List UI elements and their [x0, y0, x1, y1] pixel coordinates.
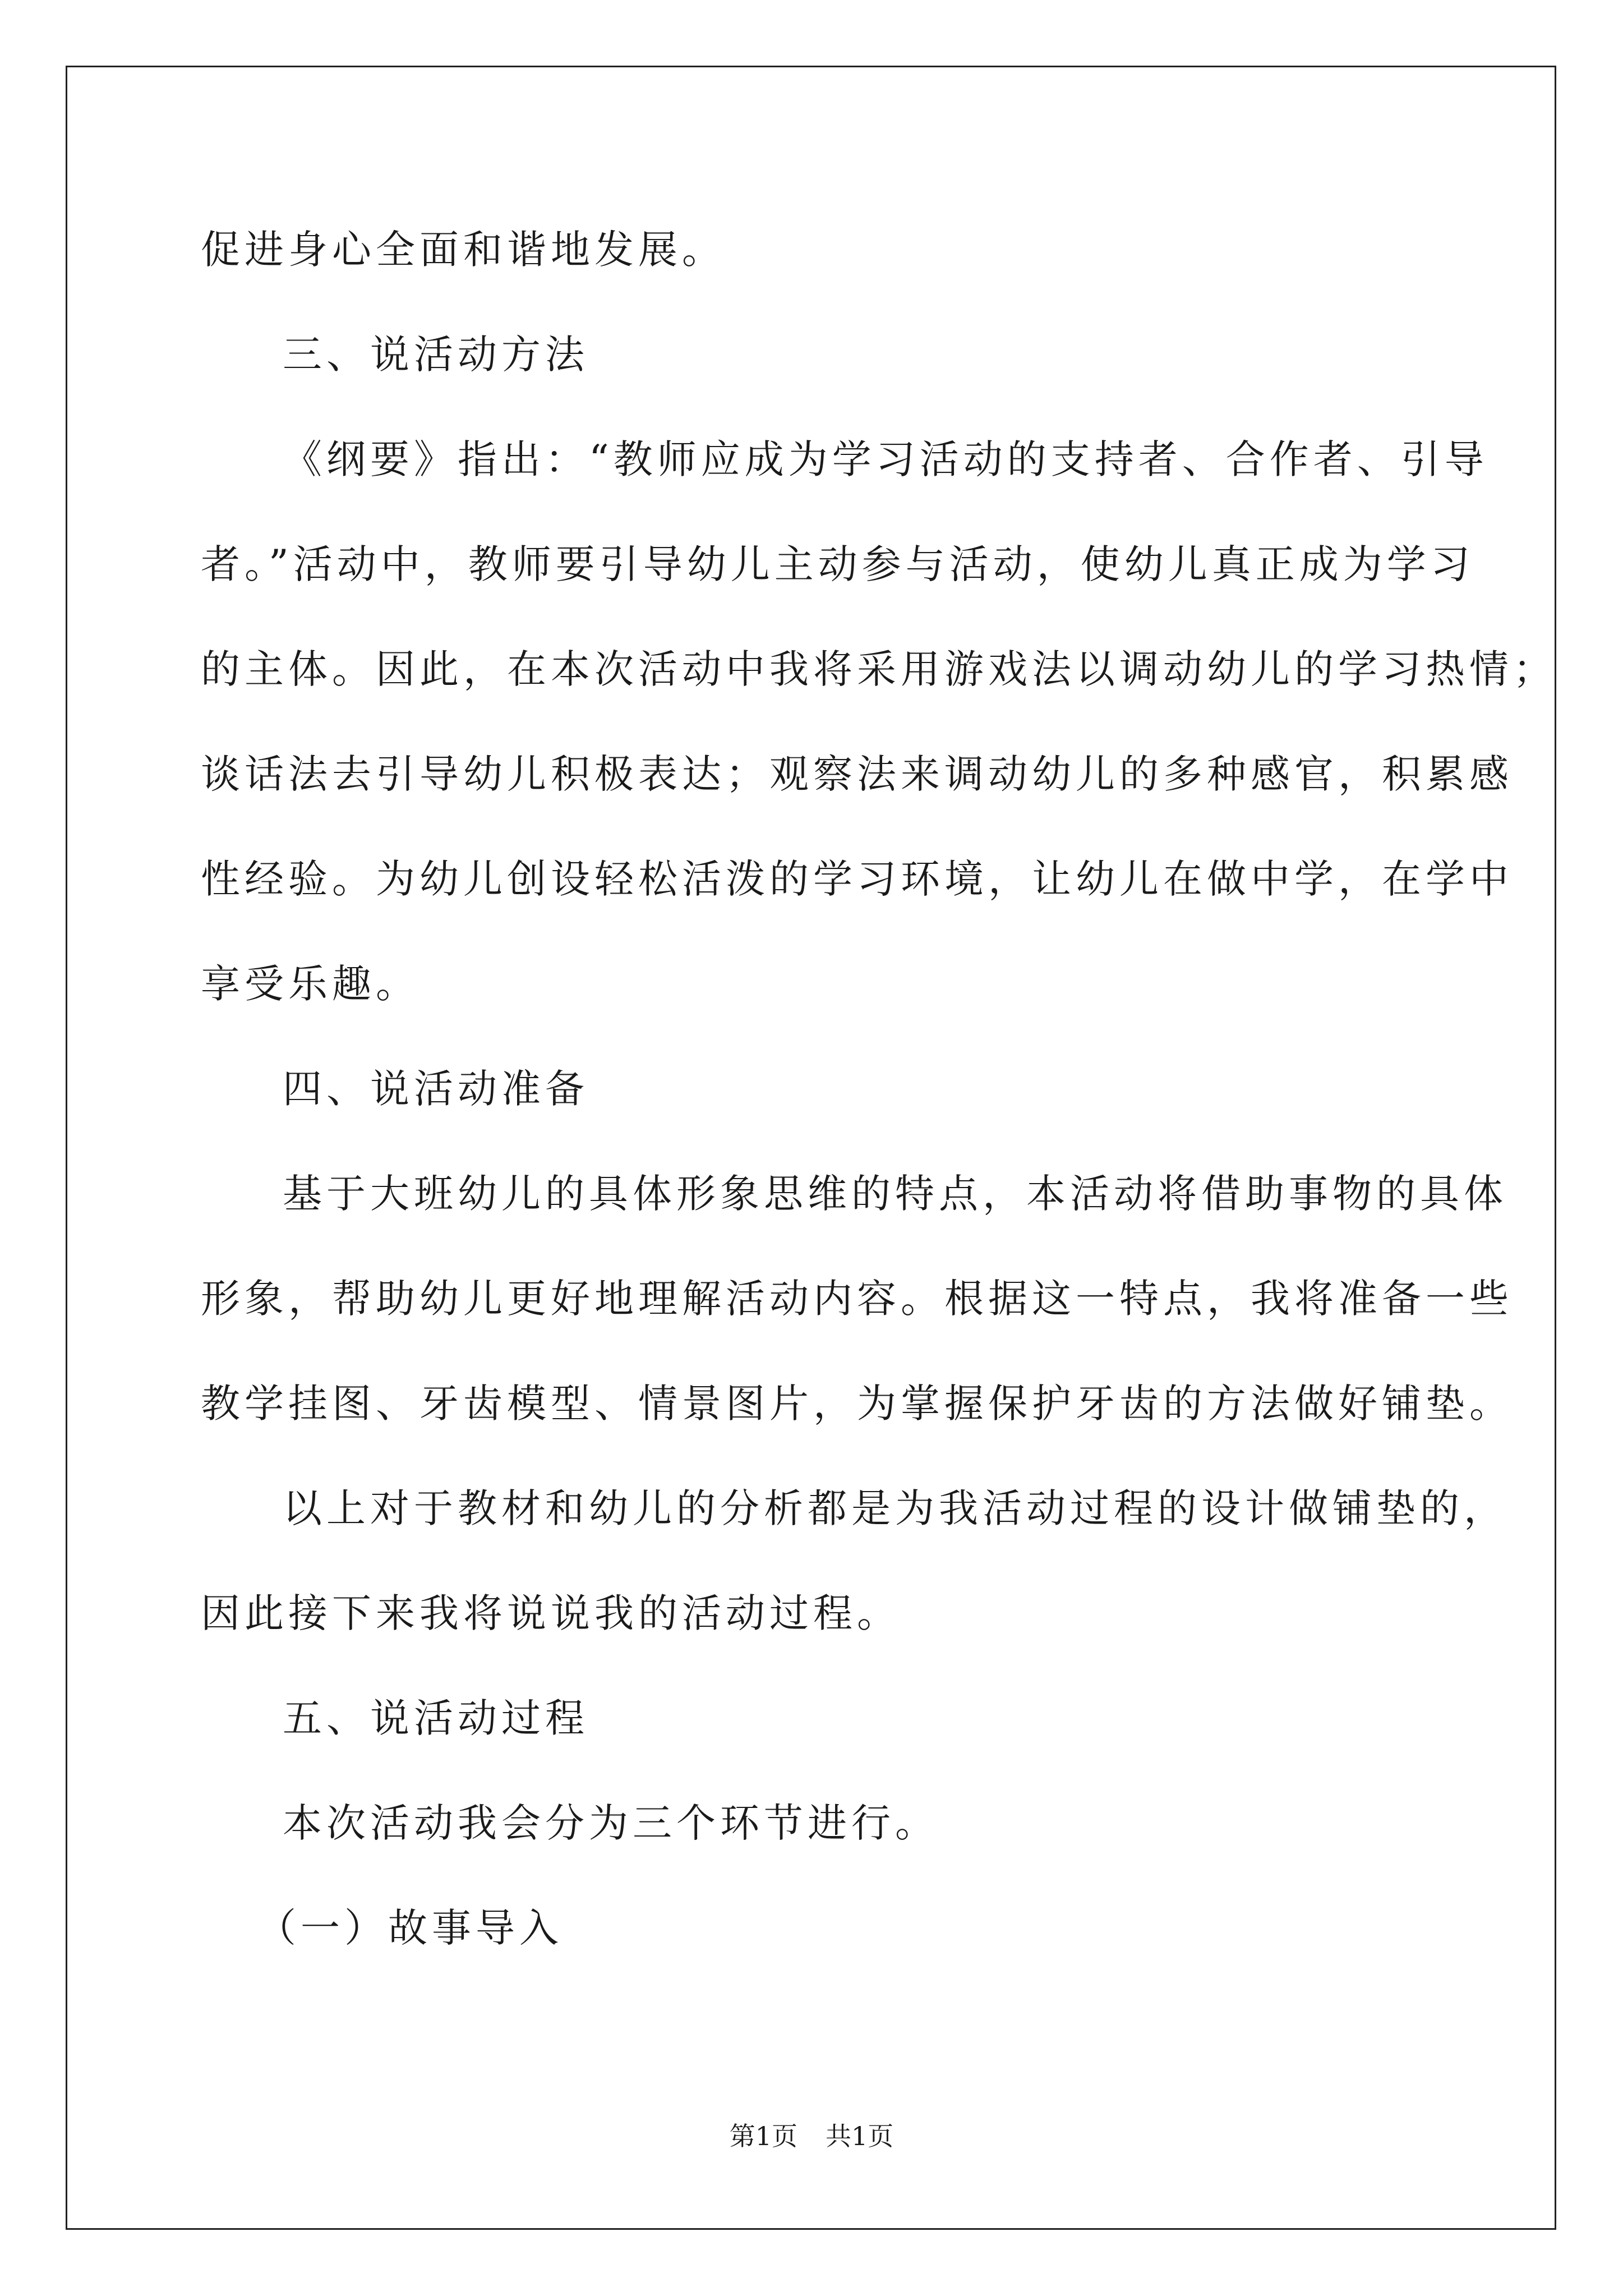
page-total: 共1页 [826, 2121, 894, 2151]
section-heading: 三、说活动方法 [283, 332, 589, 378]
text-line: 享受乐趣。 [201, 961, 419, 1007]
text-line: 本次活动我会分为三个环节进行。 [283, 1800, 939, 1846]
section-heading: 四、说活动准备 [283, 1066, 589, 1112]
text-line: 促进身心全面和谐地发展。 [201, 227, 726, 273]
text-line: 以上对于教材和幼儿的分析都是为我活动过程的设计做铺垫的， [283, 1485, 1507, 1531]
text-line: 基于大班幼儿的具体形象思维的特点，本活动将借助事物的具体 [283, 1171, 1507, 1217]
subsection-heading: （一）故事导入 [257, 1905, 563, 1951]
text-line: 《纲要》指出：“教师应成为学习活动的支持者、合作者、引导 [283, 436, 1488, 482]
text-line: 性经验。为幼儿创设轻松活泼的学习环境，让幼儿在做中学，在学中 [201, 856, 1513, 902]
text-line: 谈话法去引导幼儿积极表达；观察法来调动幼儿的多种感官，积累感 [201, 751, 1513, 797]
page-footer [0, 2119, 1623, 2153]
text-line: 形象，帮助幼儿更好地理解活动内容。根据这一特点，我将准备一些 [201, 1276, 1513, 1322]
text-line: 者。”活动中，教师要引导幼儿主动参与活动，使幼儿真正成为学习 [201, 541, 1474, 587]
text-line: 教学挂图、牙齿模型、情景图片，为掌握保护牙齿的方法做好铺垫。 [201, 1381, 1513, 1427]
page-number: 第1页 [729, 2121, 797, 2151]
text-line: 的主体。因此，在本次活动中我将采用游戏法以调动幼儿的学习热情； [201, 646, 1557, 692]
text-line: 因此接下来我将说说我的活动过程。 [201, 1590, 901, 1636]
document-body [201, 210, 1557, 1994]
section-heading: 五、说活动过程 [283, 1695, 589, 1741]
